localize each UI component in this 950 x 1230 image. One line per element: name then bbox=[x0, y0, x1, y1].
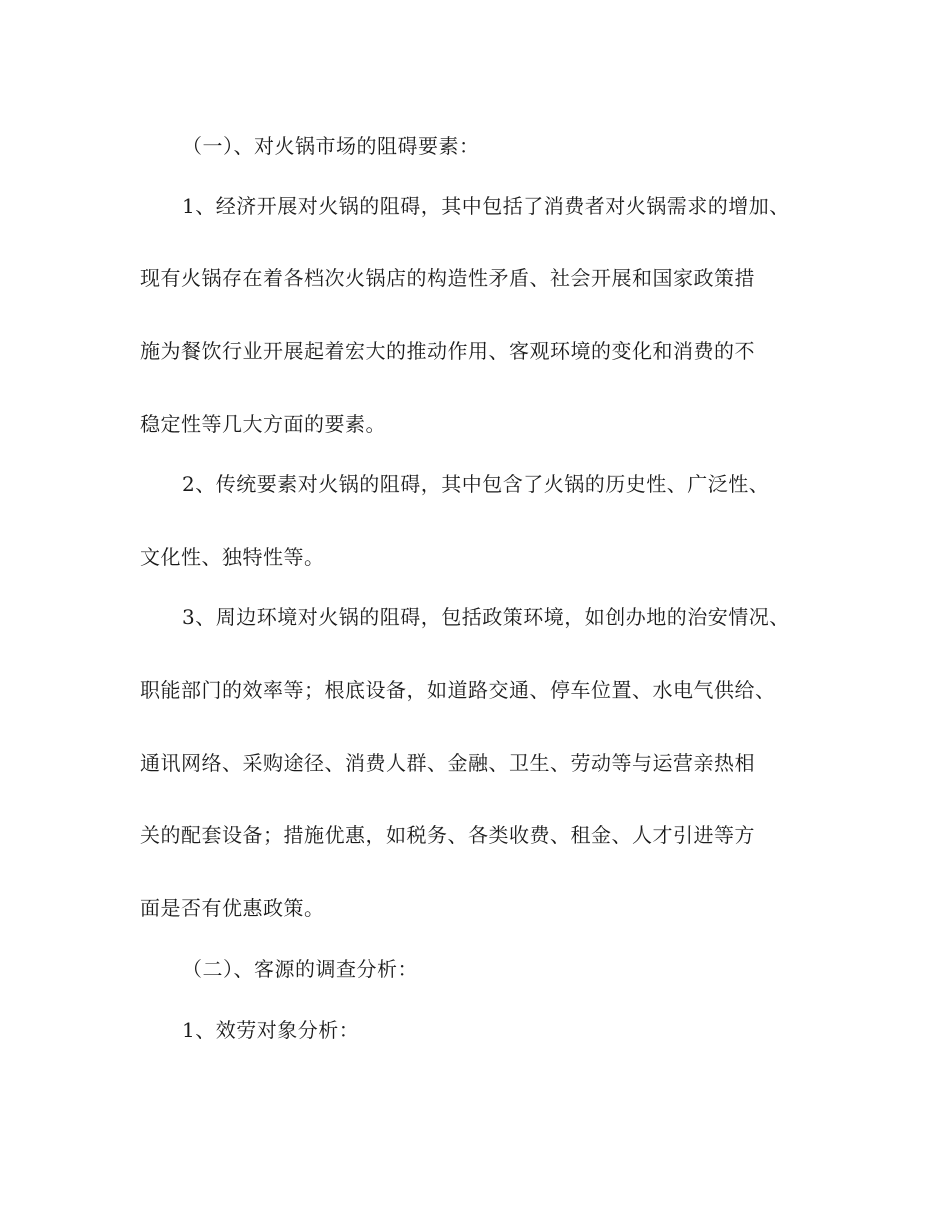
paragraph-line: 稳定性等几大方面的要素。 bbox=[140, 412, 386, 436]
paragraph-line: 现有火锅存在着各档次火锅店的构造性矛盾、社会开展和国家政策措 bbox=[140, 266, 755, 290]
paragraph-line: 面是否有优惠政策。 bbox=[140, 896, 325, 920]
subheading-service-target: 1、效劳对象分析： bbox=[182, 1018, 360, 1042]
paragraph-line: 关的配套设备；措施优惠，如税务、各类收费、租金、人才引进等方 bbox=[140, 823, 755, 847]
paragraph-line: 职能部门的效率等；根底设备，如道路交通、停车位置、水电气供给、 bbox=[140, 678, 776, 702]
paragraph-line: 1、经济开展对火锅的阻碍，其中包括了消费者对火锅需求的增加、 bbox=[182, 194, 790, 218]
paragraph-line: 通讯网络、采购途径、消费人群、金融、卫生、劳动等与运营亲热相 bbox=[140, 751, 755, 775]
paragraph-line: 施为餐饮行业开展起着宏大的推动作用、客观环境的变化和消费的不 bbox=[140, 339, 755, 363]
paragraph-line: 3、周边环境对火锅的阻碍，包括政策环境，如创办地的治安情况、 bbox=[182, 605, 790, 629]
paragraph-line: 2、传统要素对火锅的阻碍，其中包含了火锅的历史性、广泛性、 bbox=[182, 472, 770, 496]
heading-market-factors: （一）、对火锅市场的阻碍要素： bbox=[182, 134, 480, 158]
paragraph-line: 文化性、独特性等。 bbox=[140, 545, 325, 569]
heading-customer-analysis: （二）、客源的调查分析： bbox=[182, 957, 418, 981]
